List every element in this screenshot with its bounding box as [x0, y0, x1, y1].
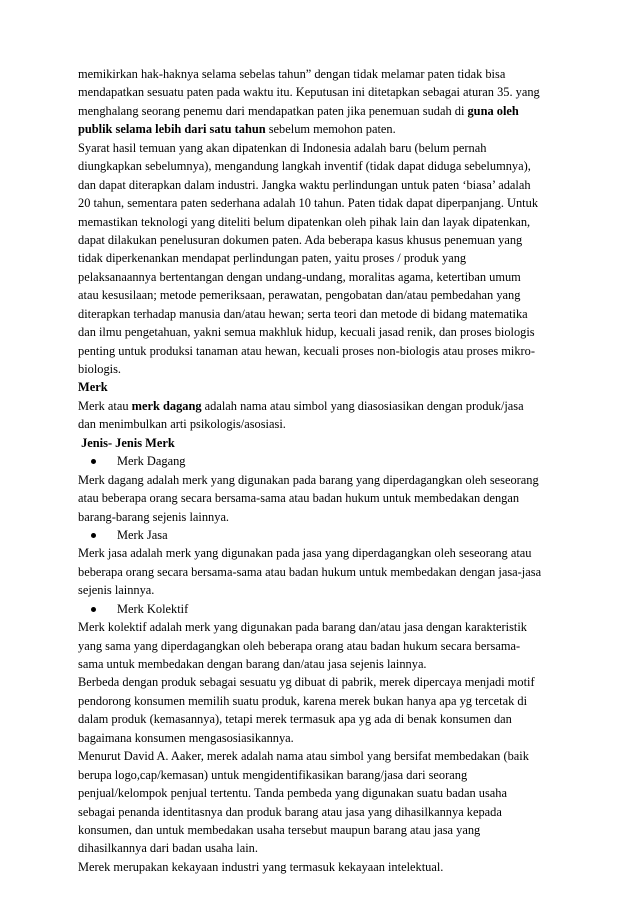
document-body	[78, 65, 564, 876]
text-run: Merk atau	[78, 398, 132, 413]
section-heading-merk: Merk	[78, 380, 108, 395]
text-line: mendapatkan sesuatu paten pada waktu itu. Keputusan ini ditetapkan sebagai aturan 35. yang	[78, 85, 540, 100]
bullet-item-merk-kolektif	[78, 600, 564, 618]
text-line	[78, 397, 564, 415]
bold-text: guna oleh	[467, 103, 519, 118]
text-line: dihasilkannya dari badan usaha lain.	[78, 841, 258, 856]
text-line: beberapa orang secara bersama-sama atau badan hukum untuk membedakan dengan jasa-jasa	[78, 564, 542, 579]
bullet-label: Merk Kolektif	[117, 601, 189, 616]
text-line: biologis.	[78, 362, 122, 376]
text-run: adalah nama atau simbol yang diasosiasikan dengan produk/jasa	[201, 398, 524, 413]
text-line: konsumen, dan untuk membedakan usaha tersebut maupun barang atau jasa yang	[78, 822, 481, 837]
text-line: sejenis lainnya.	[78, 583, 155, 598]
paragraph-kekayaan-intelektual: Merek merupakan kekayaan industri yang termasuk kekayaan intelektual.	[78, 859, 444, 874]
text-line: pelaksanaannya bertentangan dengan undang-undang, moralitas agama, ketertiban umum	[78, 269, 521, 284]
text-line: Berbeda dengan produk sebagai sesuatu yg dibuat di pabrik, merek dipercaya menjadi motif	[78, 675, 535, 690]
section-heading-jenis-merk: Jenis- Jenis Merk	[78, 435, 175, 450]
text-line: Merk kolektif adalah merk yang digunakan pada barang dan/atau jasa dengan karakteristik	[78, 620, 527, 635]
text-line: atau kesusilaan; metode pemeriksaan, perawatan, pengobatan dan/atau pembedahan yang	[78, 288, 521, 303]
text-line: dalam produk (kemasannya), tetapi merek termasuk apa yg ada di benak konsumen dan	[78, 712, 512, 727]
text-line: bagaimana konsumen mengasosiasikannya.	[78, 730, 294, 745]
text-line: dan ilmu pengetahuan, yakni semua makhluk hidup, kecuali jasad renik, dan proses biologis	[78, 325, 535, 340]
bullet-label: Merk Jasa	[117, 527, 168, 542]
text-line: barang-barang sejenis lainnya.	[78, 509, 230, 524]
text-line: berupa logo,cap/kemasan) untuk mengidentifikasikan barang/jasa dari seorang	[78, 767, 468, 782]
paragraph-paten-intro	[78, 65, 564, 139]
text-line: dan menimbulkan arti psikologis/asosiasi.	[78, 417, 286, 432]
text-line: sebagai penanda identitasnya dan produk barang atau jasa yang dihasilkannya kepada	[78, 804, 502, 819]
bullet-label: Merk Dagang	[117, 454, 186, 469]
text-run: menghalang seorang penemu dari mendapatkan paten jika penemuan sudah di	[78, 103, 468, 118]
text-line: dan dapat diterapkan dalam industri. Jangka waktu perlindungan untuk paten ‘biasa’ adalah	[78, 177, 531, 192]
text-line: dapat dilakukan penelusuran dokumen paten. Ada beberapa kasus khusus penemuan yang	[78, 232, 523, 247]
bold-text: merk dagang	[131, 398, 202, 413]
text-line: memikirkan hak-haknya selama sebelas tahun” dengan tidak melamar paten tidak bisa	[78, 67, 506, 81]
paragraph-merk-jasa	[78, 544, 564, 599]
paragraph-merk-definition	[78, 397, 564, 434]
text-line: atau beberapa orang secara bersama-sama atau badan hukum untuk membedakan dengan	[78, 491, 520, 506]
text-line: penjual/kelompok penjual tertentu. Tanda pembeda yang digunakan suatu badan usaha	[78, 786, 508, 801]
paragraph-syarat-paten	[78, 139, 564, 379]
text-line: penting untuk produksi tanaman atau hewan, kecuali proses non-biologis atau proses mikro-	[78, 343, 535, 358]
text-line: Merk jasa adalah merk yang digunakan pada jasa yang diperdagangkan oleh seseorang atau	[78, 546, 532, 561]
bullet-icon	[91, 459, 96, 464]
paragraph-merek-motif	[78, 673, 564, 747]
bullet-item-merk-dagang	[78, 452, 564, 470]
text-line: tidak diperkenankan mendapat perlindungan paten, yaitu proses / produk yang	[78, 251, 467, 266]
text-line: memastikan teknologi yang diteliti belum dipatenkan oleh pihak lain dan layak dipatenkan,	[78, 214, 531, 229]
text-line: yang sama yang diperdagangkan oleh beberapa orang atau badan hukum secara bersama-	[78, 638, 521, 653]
bullet-icon	[91, 533, 96, 538]
text-line: sama untuk membedakan dengan barang dan/atau jasa sejenis lainnya.	[78, 657, 427, 671]
text-line	[78, 120, 564, 138]
text-line: diungkapkan sebelumnya), mengandung langkah inventif (tidak dapat diduga sebelumnya),	[78, 159, 531, 174]
text-line: Syarat hasil temuan yang akan dipatenkan di Indonesia adalah baru (belum pernah	[78, 140, 487, 155]
bold-text: publik selama lebih dari satu tahun	[78, 122, 266, 137]
text-line: Merk dagang adalah merk yang digunakan pada barang yang diperdagangkan oleh seseorang	[78, 472, 539, 487]
text-line: diterapkan terhadap manusia dan/atau hewan; serta teori dan metode di bidang matematika	[78, 306, 528, 321]
bullet-icon	[91, 607, 96, 612]
paragraph-aaker	[78, 747, 564, 858]
text-line: Menurut David A. Aaker, merek adalah nama atau simbol yang bersifat membedakan (baik	[78, 749, 529, 764]
bullet-item-merk-jasa	[78, 526, 564, 544]
paragraph-merk-kolektif	[78, 618, 564, 673]
text-line: 20 tahun, sementara paten sederhana adalah 10 tahun. Paten tidak dapat diperpanjang. Untuk	[78, 196, 539, 211]
paragraph-merk-dagang	[78, 471, 564, 526]
text-line	[78, 102, 564, 120]
text-run: sebelum memohon paten.	[265, 122, 396, 137]
text-line: pendorong konsumen memilih suatu produk, karena merek bukan hanya apa yg tercetak di	[78, 693, 528, 708]
